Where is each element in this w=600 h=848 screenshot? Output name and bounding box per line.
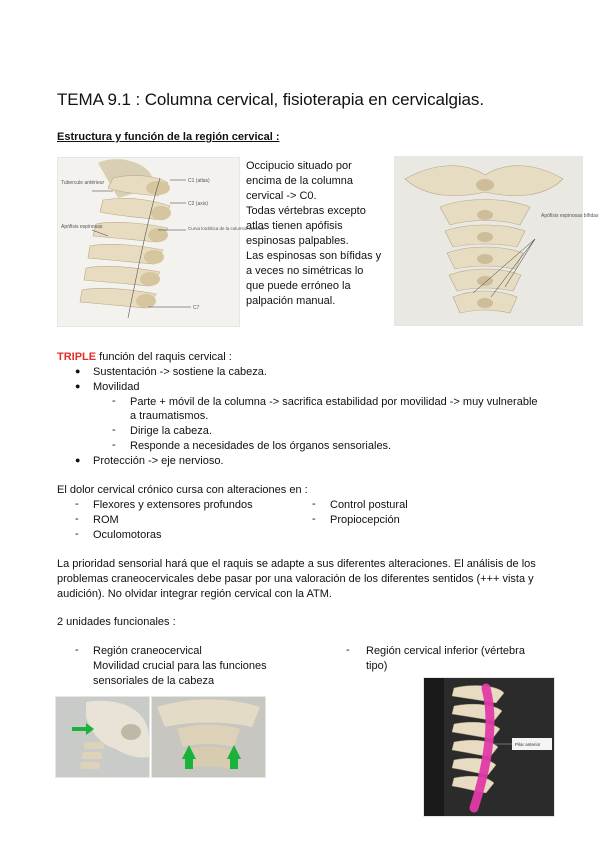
dash-icon: -: [75, 644, 79, 656]
intro-line: encima de la columna: [246, 175, 354, 187]
intro-line: a veces no simétricas lo: [246, 265, 364, 277]
dash-icon: -: [312, 498, 316, 510]
intro-line: cervical -> C0.: [246, 190, 317, 202]
unidad-left-desc: sensoriales de la cabeza: [93, 675, 215, 687]
triple-function-heading: [57, 350, 232, 365]
list-item-movilidad: Movilidad: [93, 381, 140, 393]
unidad-right-title-cont: tipo): [366, 660, 388, 672]
page-title: TEMA 9.1 : Columna cervical, fisioterapia en cervicalgias.: [57, 90, 484, 109]
prioridad-paragraph: [57, 557, 557, 602]
label-pilar: Pilar anterior: [515, 742, 541, 747]
dash-icon: -: [112, 395, 116, 407]
unidad-left-title: Región craneocervical: [93, 645, 202, 657]
sub-item-responde: Responde a necesidades de los órganos sensoriales.: [130, 440, 392, 452]
prioridad-line: La prioridad sensorial hará que el raquis se adapte a sus diferentes alteraciones. El análisis de los: [57, 558, 536, 570]
bullet-icon: ●: [75, 381, 81, 391]
unidades-intro: 2 unidades funcionales :: [57, 616, 176, 628]
label-c2: C2 (axis): [188, 201, 209, 207]
intro-line: Occipucio situado por: [246, 160, 352, 172]
dash-icon: -: [75, 528, 79, 540]
cervical-inferior-image: [423, 677, 555, 817]
intro-text: [246, 159, 396, 309]
label-apofisis: Apófisis espinosas: [61, 224, 103, 230]
intro-line: Todas vértebras excepto: [246, 205, 366, 217]
intro-line: palpación manual.: [246, 295, 336, 307]
label-bifidas: Apófisis espinosas bífidas: [541, 213, 599, 219]
dash-icon: -: [112, 439, 116, 451]
bullet-icon: ●: [75, 455, 81, 465]
cervical-spine-lateral-image: [57, 157, 265, 327]
list-item-sustentacion: Sustentación -> sostiene la cabeza.: [93, 366, 267, 378]
prioridad-line: problemas craneocervicales debe pasar por una valoración de los diferentes sentidos (+++ vista y: [57, 573, 534, 585]
section-subtitle: Estructura y función de la región cervical :: [57, 131, 280, 143]
sub-item-parte-cont: a traumatismos.: [130, 410, 209, 422]
label-curva: Curva lordótica de la columna cervical: [188, 226, 265, 231]
bullet-icon: ●: [75, 366, 81, 376]
unidad-right-title: Región cervical inferior (vértebra: [366, 645, 525, 657]
dash-icon: -: [312, 513, 316, 525]
dash-icon: -: [75, 498, 79, 510]
dolor-item-propiocepcion: Propiocepción: [330, 514, 400, 526]
dolor-item-flexores: Flexores y extensores profundos: [93, 499, 253, 511]
unidad-craneocervical: [93, 644, 267, 689]
dolor-item-rom: ROM: [93, 514, 119, 526]
triple-highlight: TRIPLE: [57, 351, 97, 363]
prioridad-line: audición). No olvidar integrar región cervical con la ATM.: [57, 588, 332, 600]
cervical-spine-posterior-image: [394, 156, 599, 326]
dash-icon: -: [346, 644, 350, 656]
triple-rest: función del raquis cervical :: [96, 351, 232, 363]
label-c1: C1 (atlas): [188, 178, 210, 184]
craneocervical-lateral-image: [55, 696, 150, 778]
intro-line: Las espinosas son bífidas y: [246, 250, 382, 262]
unidad-cervical-inferior: [366, 644, 525, 674]
unidad-left-desc: Movilidad crucial para las funciones: [93, 660, 267, 672]
label-c7: C7: [193, 305, 200, 311]
dash-icon: -: [75, 513, 79, 525]
craneocervical-posterior-image: [151, 696, 266, 778]
sub-item-parte: Parte + móvil de la columna -> sacrifica estabilidad por movilidad -> muy vulnerable: [130, 396, 538, 408]
dolor-intro: El dolor cervical crónico cursa con alteraciones en :: [57, 484, 308, 496]
dolor-item-oculomotoras: Oculomotoras: [93, 529, 162, 541]
list-item-proteccion: Protección -> eje nervioso.: [93, 455, 224, 467]
sub-item-dirige: Dirige la cabeza.: [130, 425, 212, 437]
intro-line: atlas tienen apófisis: [246, 220, 343, 232]
intro-line: que puede erróneo la: [246, 280, 351, 292]
dash-icon: -: [112, 424, 116, 436]
dolor-item-control: Control postural: [330, 499, 408, 511]
label-tuberculo: Tubercule antérieur: [61, 180, 105, 186]
intro-line: espinosas palpables.: [246, 235, 349, 247]
